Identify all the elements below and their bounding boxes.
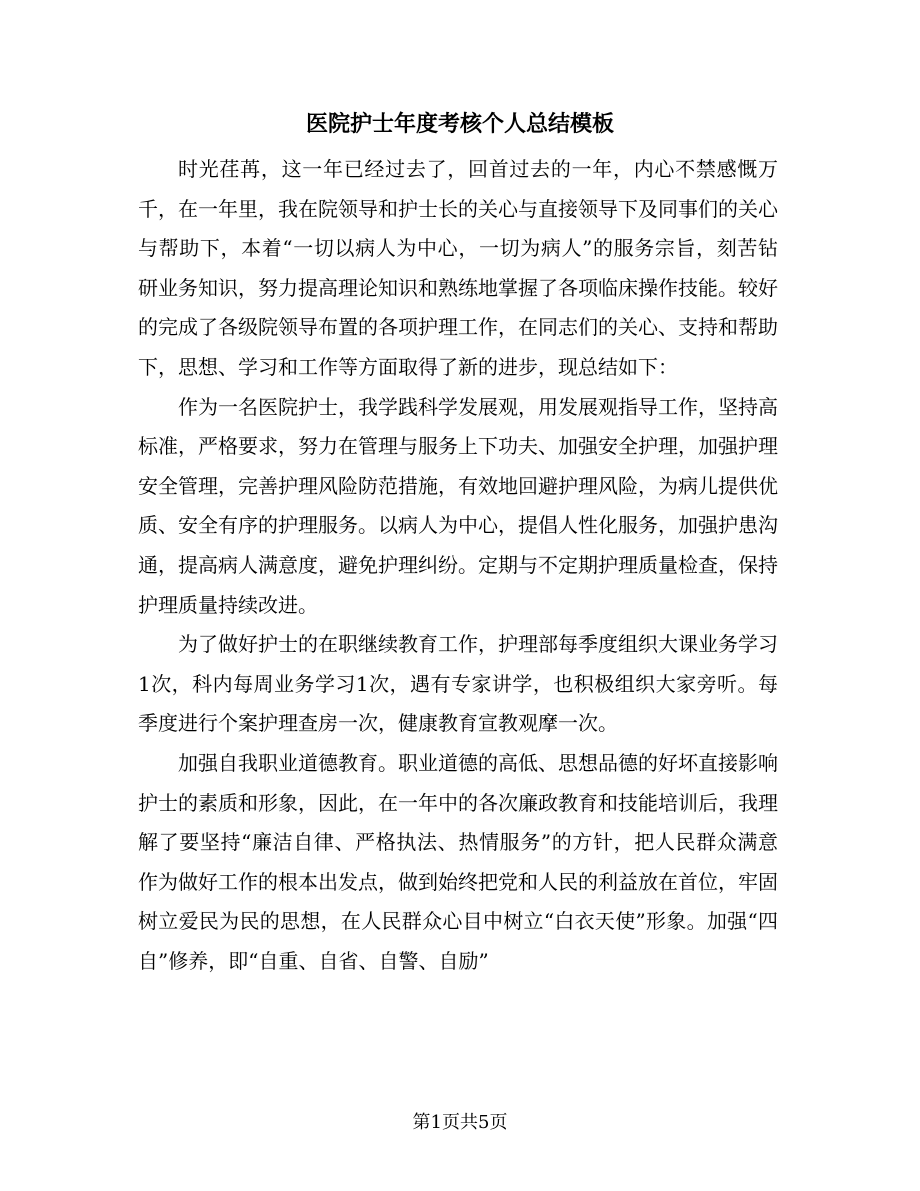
paragraph-3: 为了做好护士的在职继续教育工作，护理部每季度组织大课业务学习1次，科内每周业务学习1次，遇有专家讲学，也积极组织大家旁听。每季度进行个案护理查房一次，健康教育宣教观摩一次。 — [138, 632, 778, 736]
page-number-footer: 第1页共5页 — [412, 1112, 508, 1133]
document-title: 医院护士年度考核个人总结模板 — [305, 111, 614, 137]
document-body — [138, 150, 778, 981]
paragraph-1: 时光荏苒，这一年已经过去了，回首过去的一年，内心不禁感慨万千，在一年里，我在院领导和护士长的关心与直接领导下及同事们的关心与帮助下，本着“一切以病人为中心，一切为病人”的服务宗旨，刻苦钻研业务知识，努力提高理论知识和熟练地掌握了各项临床操作技能。较好的完成了各级院领导布置的各项护理工作，在同志们的关心、支持和帮助下，思想、学习和工作等方面取得了新的进步，现总结如下： — [138, 157, 778, 379]
paragraph-2: 作为一名医院护士，我学践科学发展观，用发展观指导工作，坚持高标准，严格要求，努力在管理与服务上下功夫、加强安全护理，加强护理安全管理，完善护理风险防范措施，有效地回避护理风险，为病儿提供优质、安全有序的护理服务。以病人为中心，提倡人性化服务，加强护患沟通，提高病人满意度，避免护理纠纷。定期与不定期护理质量检查，保持护理质量持续改进。 — [138, 394, 778, 617]
paragraph-4: 加强自我职业道德教育。职业道德的高低、思想品德的好坏直接影响护士的素质和形象，因此，在一年中的各次廉政教育和技能培训后，我理解了要坚持“廉洁自律、严格执法、热情服务”的方针，把人民群众满意作为做好工作的根本出发点，做到始终把党和人民的利益放在首位，牢固树立爱民为民的思想，在人民群众心目中树立“白衣天使”形象。加强“四自”修养，即“自重、自省、自警、自励” — [138, 750, 778, 973]
